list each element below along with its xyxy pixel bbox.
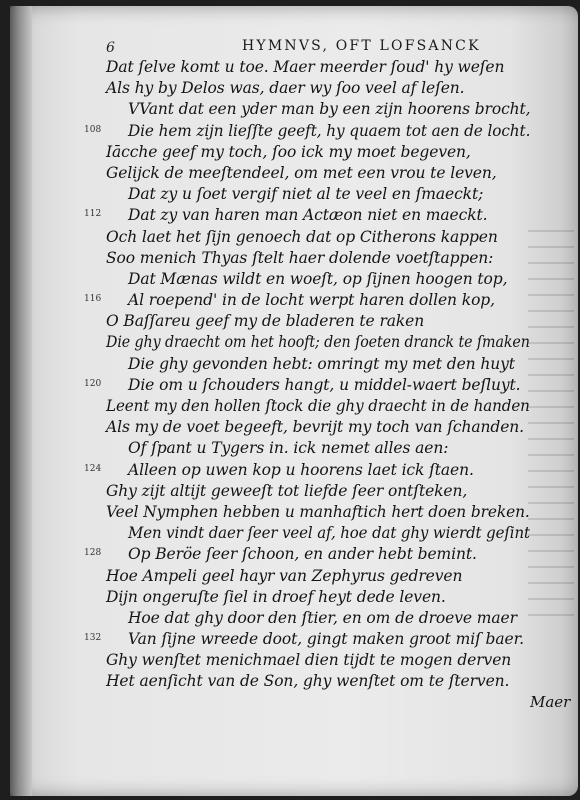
verse-line [0, 206, 580, 227]
line-number: 116 [84, 294, 102, 305]
verse-text: Dat zy van haren man Actæon niet en maeckt. [128, 206, 488, 225]
poem-text-block [0, 58, 580, 694]
verse-text: Dat ſelve komt u toe. Maer meerder ſoud' hy weſen [106, 58, 505, 76]
verse-line [0, 397, 580, 418]
verse-line [0, 100, 580, 121]
running-head: HYMNVS, OFT LOFSANCK [242, 38, 481, 54]
verse-text: Op Beröe ſeer ſchoon, en ander hebt bemint. [128, 545, 477, 564]
verse-text: Veel Nymphen hebben u manhaftich hert doen breken. [106, 502, 530, 521]
verse-line [0, 418, 580, 439]
verse-text: Leent my den hollen ſtock die ghy draecht in de handen [106, 397, 530, 415]
verse-text: Iācche geef my toch, ſoo ick my moet begeven, [106, 142, 471, 161]
verse-line [0, 185, 580, 206]
verse-text: Die om u ſchouders hangt, u middel-waert beſluyt. [128, 375, 521, 394]
line-number: 128 [84, 548, 102, 559]
verse-text: Men vindt daer ſeer veel af, hoe dat ghy wierdt geſint [128, 524, 530, 543]
verse-text: Dat zy u ſoet vergif niet al te veel en ſmaeckt; [128, 185, 484, 204]
verse-text: Als my de voet begeeft, bevrijt my toch van ſchanden. [106, 418, 524, 437]
verse-line [0, 270, 580, 291]
line-number: 132 [84, 633, 102, 644]
verse-line [0, 461, 580, 482]
verse-line [0, 58, 580, 79]
verse-line [0, 228, 580, 249]
verse-text: O Baſſareu geef my de bladeren te raken [106, 312, 425, 331]
verse-line [0, 588, 580, 609]
verse-line [0, 376, 580, 397]
verse-text: VVant dat een yder man by een zijn hoorens brocht, [128, 100, 531, 119]
verse-text: Ghy wenſtet menichmael dien tijdt te mogen derven [106, 651, 512, 670]
line-number: 112 [84, 209, 102, 220]
verse-line [0, 503, 580, 524]
verse-text: Of ſpant u Tygers in. ick nemet alles aen: [128, 439, 449, 458]
page-header [0, 36, 580, 60]
verse-text: Die hem zijn lieſſte geeft, hy quaem tot aen de locht. [128, 121, 531, 140]
verse-line [0, 312, 580, 333]
verse-line [0, 482, 580, 503]
verse-line [0, 355, 580, 376]
verse-text: Als hy by Delos was, daer wy ſoo veel af leſen. [106, 79, 465, 98]
line-number: 108 [84, 124, 102, 135]
verse-line [0, 333, 580, 354]
verse-text: Het aenſicht van de Son, ghy wenſtet om te ſterven. [106, 672, 510, 691]
verse-line [0, 609, 580, 630]
verse-text: Alleen op uwen kop u hoorens laet ick ſtaen. [128, 460, 474, 479]
verse-text: Van ſijne wreede doot, gingt maken groot miſ baer. [128, 630, 525, 649]
verse-line [0, 630, 580, 651]
verse-text: Gelijck de meeſtendeel, om met een vrou te leven, [106, 163, 497, 182]
line-number: 120 [84, 378, 102, 389]
verse-text: Die ghy draecht om het hooft; den ſoeten dranck te ſmaken [106, 333, 530, 352]
verse-text: Hoe dat ghy door den ſtier, en om de droeve maer [128, 608, 517, 627]
verse-text: Dat Mænas wildt en woeſt, op ſijnen hoogen top, [128, 269, 508, 288]
page-number: 6 [106, 40, 115, 56]
verse-line [0, 672, 580, 693]
verse-line [0, 79, 580, 100]
verse-line [0, 143, 580, 164]
verse-line [0, 524, 580, 545]
verse-text: Al roepend' in de locht werpt haren dollen kop, [128, 291, 495, 310]
verse-text: Ghy zijt altijt geweeſt tot liefde ſeer ontſteken, [106, 481, 468, 500]
catchword: Maer [530, 693, 571, 711]
verse-line [0, 122, 580, 143]
verse-text: Dijn ongeruſte ſiel in droef heyt dede leven. [106, 587, 446, 606]
verse-line [0, 545, 580, 566]
verse-line [0, 567, 580, 588]
verse-text: Die ghy gevonden hebt: omringt my met den huyt [128, 354, 515, 373]
verse-line [0, 651, 580, 672]
verse-text: Soo menich Thyas ſtelt haer dolende voetſtappen: [106, 248, 494, 267]
verse-text: Och laet het ſijn genoech dat op Citherons kappen [106, 227, 498, 246]
verse-line [0, 439, 580, 460]
verse-text: Hoe Ampeli geel hayr van Zephyrus gedreven [106, 566, 463, 585]
verse-line [0, 291, 580, 312]
verse-line [0, 249, 580, 270]
line-number: 124 [84, 463, 102, 474]
verse-line [0, 164, 580, 185]
